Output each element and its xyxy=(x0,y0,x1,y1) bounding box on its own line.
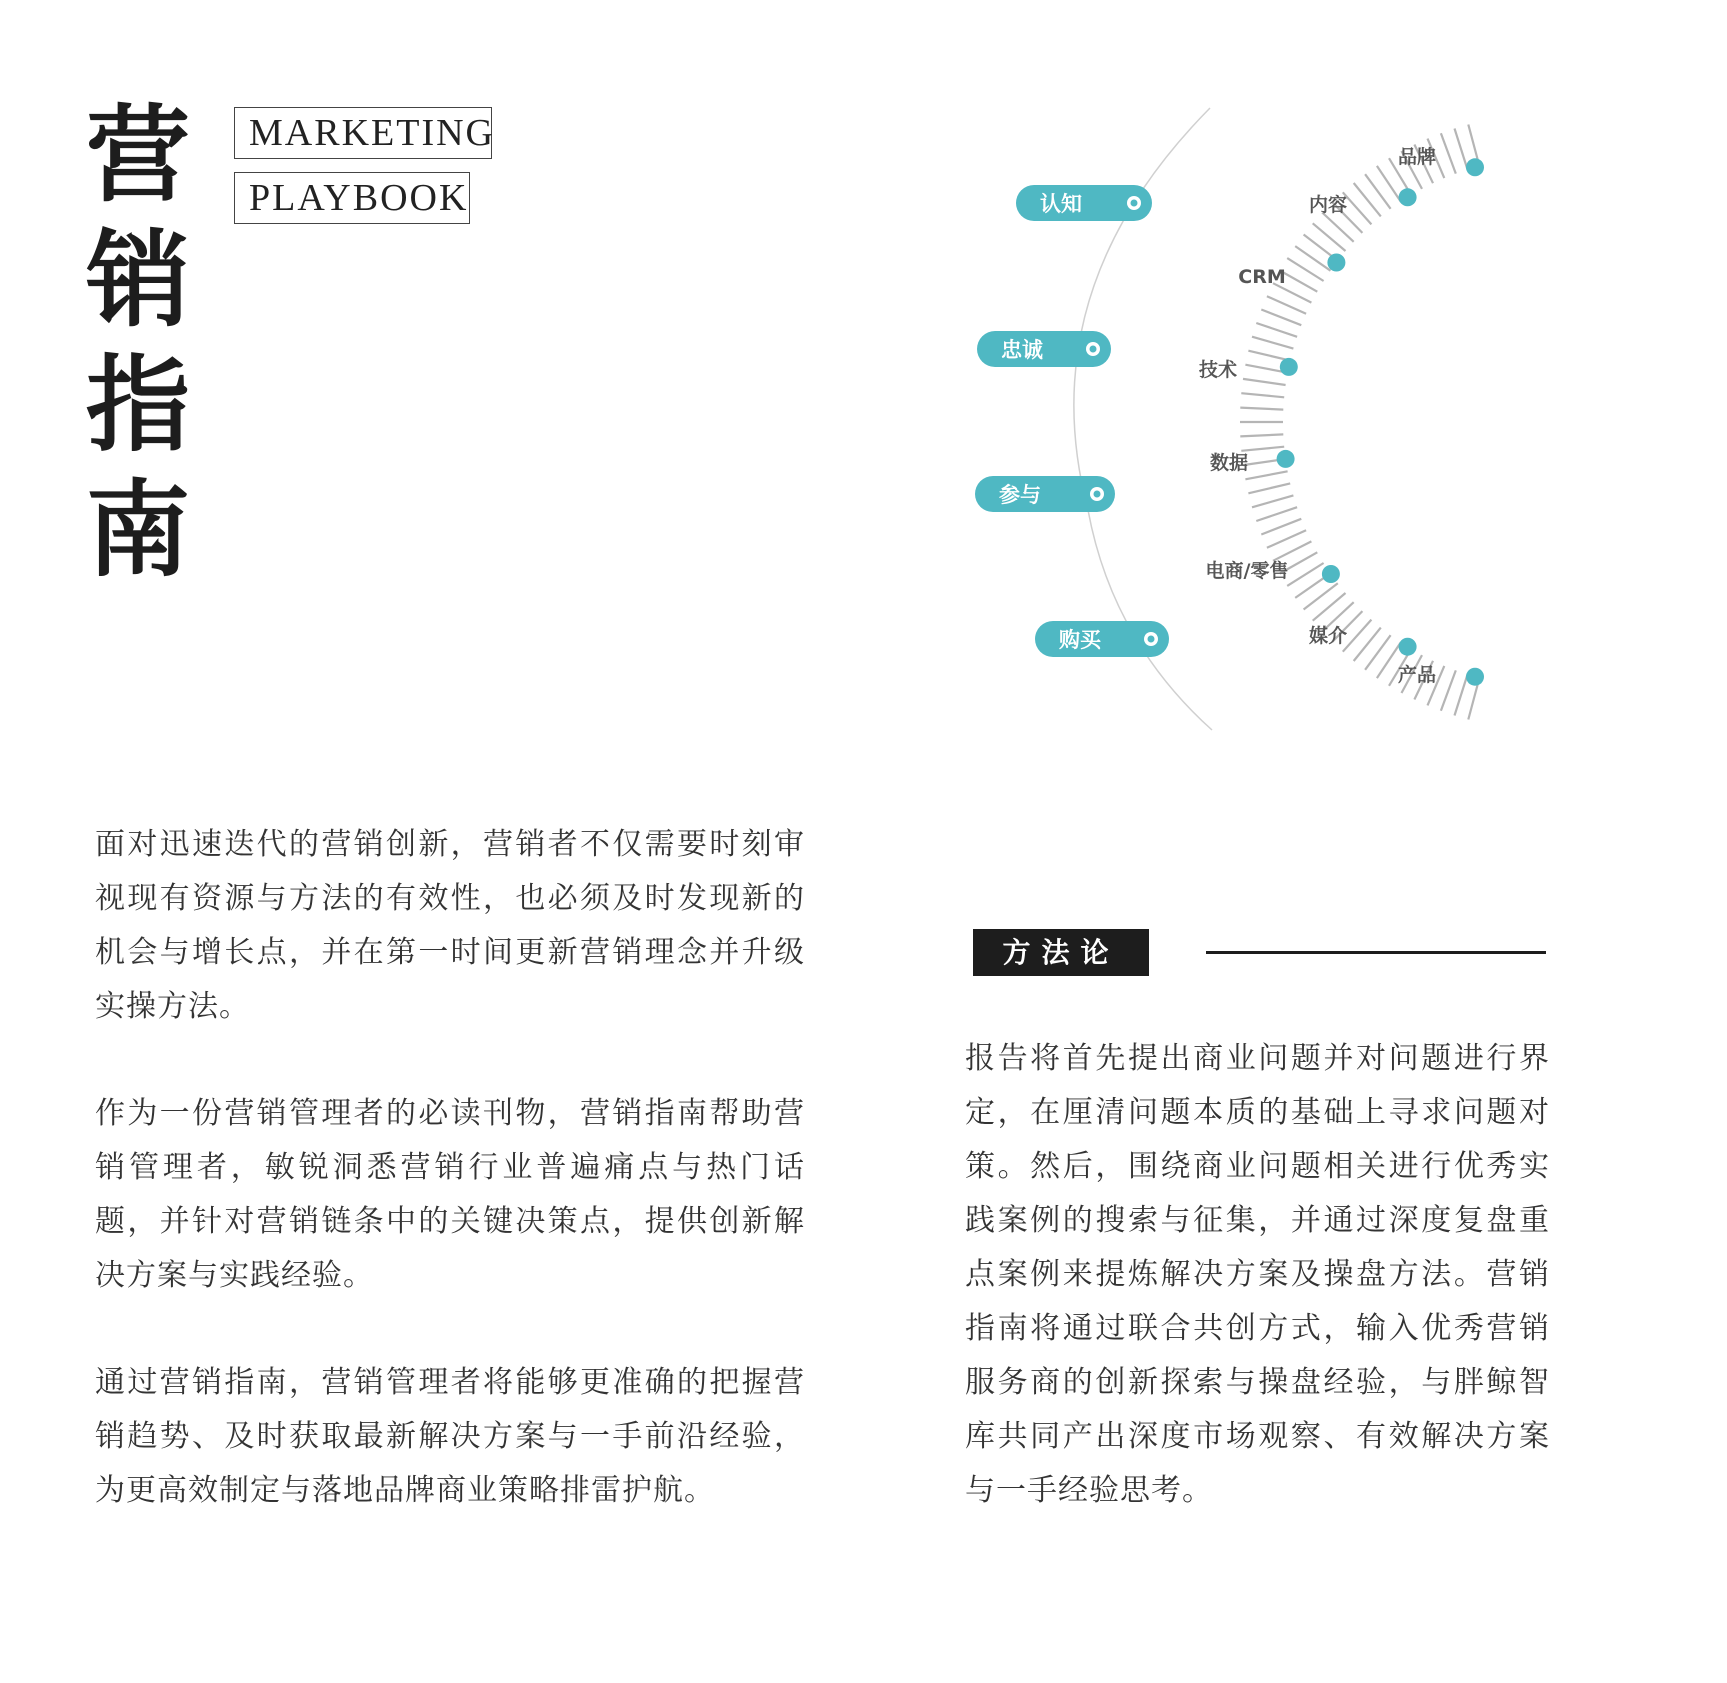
vertical-title xyxy=(86,92,196,592)
tick-mark xyxy=(1248,351,1290,361)
intro-text xyxy=(95,818,805,1571)
stage-pill-engagement xyxy=(975,476,1115,512)
tick-mark xyxy=(1261,519,1301,535)
node-dot xyxy=(1280,358,1298,376)
stage-pill-loyalty xyxy=(977,331,1111,367)
tick-mark xyxy=(1241,393,1284,397)
tick-mark xyxy=(1248,483,1290,493)
tick-mark xyxy=(1455,675,1468,716)
stage-label: 忠诚 xyxy=(1001,338,1043,362)
node-dot xyxy=(1399,638,1417,656)
tick-mark xyxy=(1267,530,1306,548)
node-dot xyxy=(1327,254,1345,272)
tick-mark xyxy=(1322,213,1354,242)
node-label-tech: 技术 xyxy=(1198,359,1238,381)
tick-mark xyxy=(1252,495,1293,507)
node-label-crm: CRM xyxy=(1238,266,1286,288)
node-label-ecommerce: 电商/零售 xyxy=(1205,560,1289,582)
stage-label: 购买 xyxy=(1059,628,1101,652)
tick-mark xyxy=(1267,296,1306,314)
tick-mark xyxy=(1343,620,1372,652)
marketing-funnel-diagram xyxy=(940,100,1660,740)
intro-paragraph: 面对迅速迭代的营销创新，营销者不仅需要时刻审视现有资源与方法的有效性，也必须及时发现新的机会与增长点，并在第一时间更新营销理念并升级实操方法。 xyxy=(95,827,805,1024)
tick-mark xyxy=(1343,192,1372,224)
tick-mark xyxy=(1261,310,1301,326)
title-char: 营 xyxy=(86,93,191,216)
node-label-brand: 品牌 xyxy=(1397,146,1437,168)
tick-mark xyxy=(1243,379,1286,385)
tick-mark xyxy=(1240,408,1283,410)
tick-mark xyxy=(1455,129,1468,170)
tick-mark xyxy=(1354,183,1381,216)
stage-label: 参与 xyxy=(999,483,1041,507)
intro-paragraph: 作为一份营销管理者的必读刊物，营销指南帮助营销管理者，敏锐洞悉营销行业普遍痛点与热门话题，并针对营销链条中的关键决策点，提供创新解决方案与实践经验。 xyxy=(95,1096,805,1293)
stage-label: 认知 xyxy=(1040,192,1082,216)
node-dot xyxy=(1466,158,1484,176)
node-dot xyxy=(1277,450,1295,468)
tick-mark xyxy=(1354,628,1381,661)
tick-mark xyxy=(1256,507,1297,521)
tick-mark xyxy=(1252,337,1293,349)
node-label-media: 媒介 xyxy=(1308,625,1348,647)
node-label-product: 产品 xyxy=(1397,664,1437,686)
tick-mark xyxy=(1441,670,1456,710)
title-char: 指 xyxy=(86,343,191,466)
title-char: 南 xyxy=(86,468,191,591)
method-divider xyxy=(1206,951,1546,954)
tick-mark xyxy=(1240,434,1283,436)
method-paragraph: 报告将首先提出商业问题并对问题进行界定，在厘清问题本质的基础上寻求问题对策。然后，围绕商业问题相关进行优秀实践案例的搜索与征集，并通过深度复盘重点案例来提炼解决方案及操盘方法。营销指南将通过联合共创方式，输入优秀营销服务商的创新探索与操盘经验，与胖鲸智库共同产出深度市场观察、有效解决方案与一手经验思考。 xyxy=(965,1041,1550,1508)
tick-mark xyxy=(1313,223,1346,251)
title-char: 销 xyxy=(86,218,191,341)
english-title-marketing: MARKETING xyxy=(234,107,492,159)
tick-mark xyxy=(1441,133,1456,173)
node-label-data: 数据 xyxy=(1209,452,1249,474)
intro-paragraph: 通过营销指南，营销管理者将能够更准确的把握营销趋势、及时获取最新解决方案与一手前沿经验，为更高效制定与落地品牌商业策略排雷护航。 xyxy=(95,1365,805,1508)
method-heading: 方法论 xyxy=(973,929,1149,976)
node-dot xyxy=(1322,565,1340,583)
node-dot xyxy=(1399,188,1417,206)
tick-mark xyxy=(1245,471,1287,479)
tick-mark xyxy=(1256,323,1297,337)
stage-pill-purchase xyxy=(1035,621,1169,657)
node-label-content: 内容 xyxy=(1308,194,1348,216)
stage-pill-awareness xyxy=(1016,185,1152,221)
tick-mark xyxy=(1241,447,1284,451)
tick-ring xyxy=(1240,125,1479,720)
tick-mark xyxy=(1313,593,1346,621)
english-title-playbook: PLAYBOOK xyxy=(234,172,470,224)
node-dot xyxy=(1466,668,1484,686)
